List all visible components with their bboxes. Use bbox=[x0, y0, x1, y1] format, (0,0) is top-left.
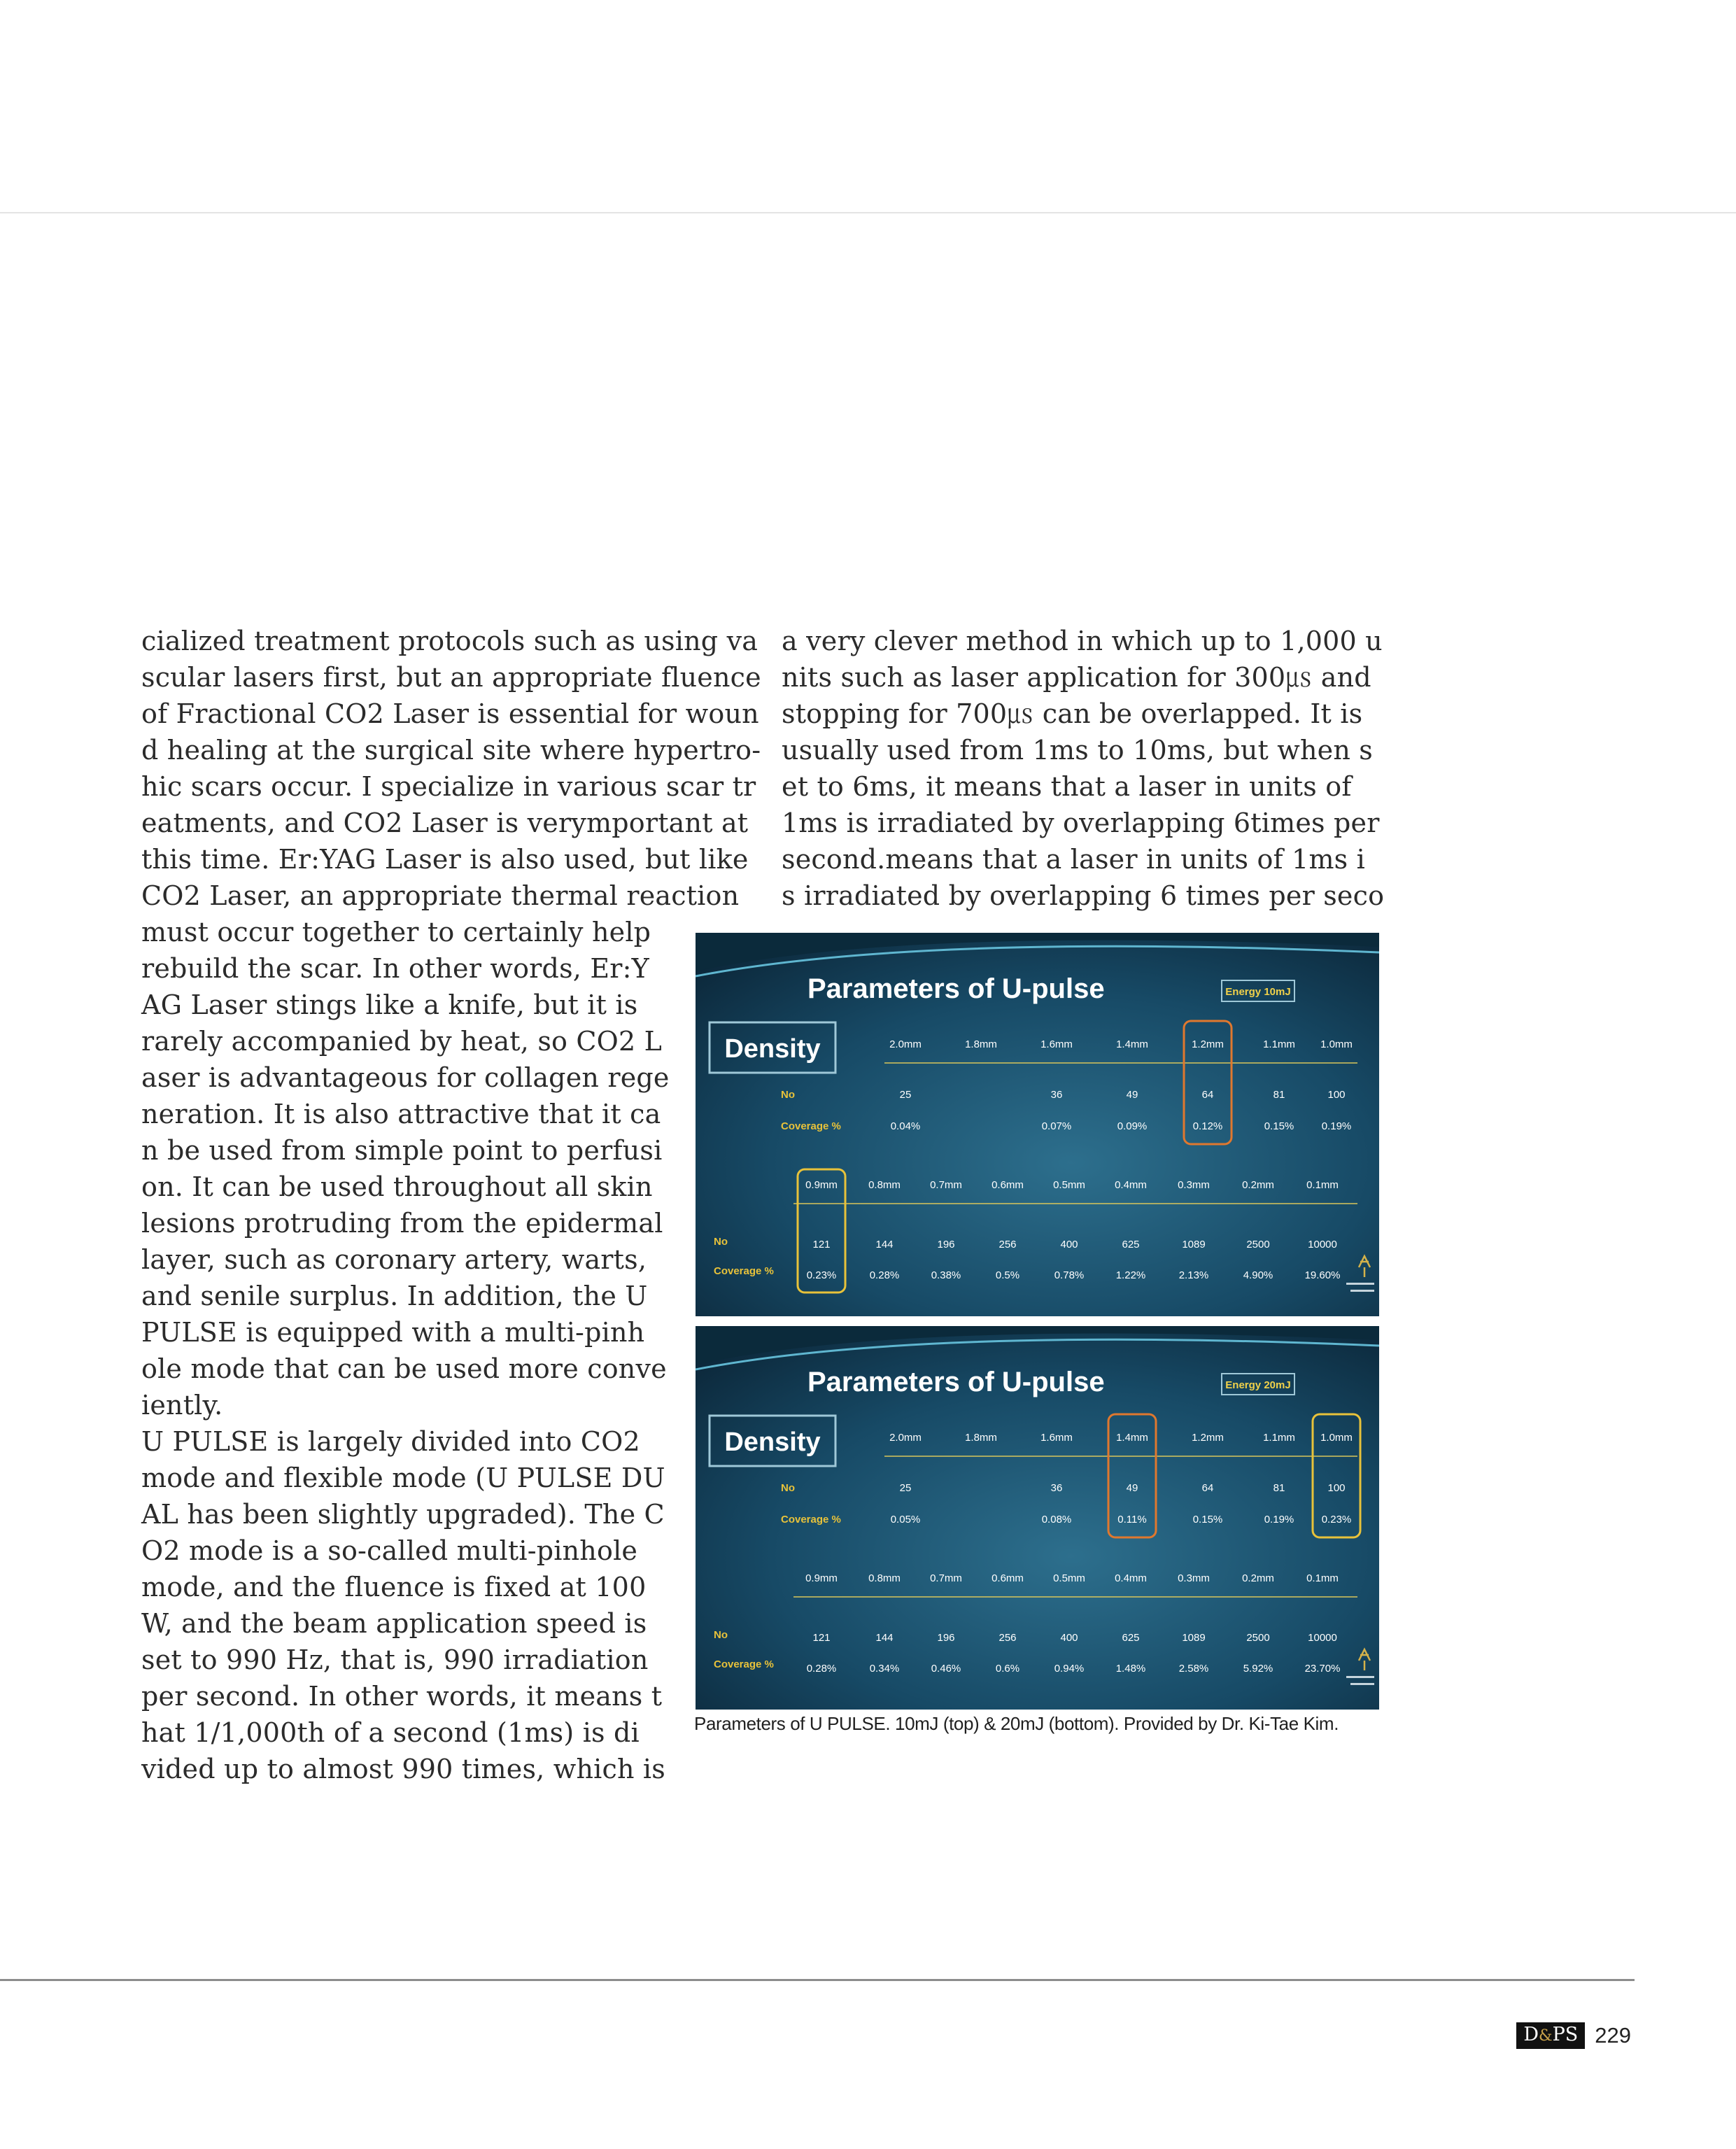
top-size-label: 1.0mm bbox=[1320, 1432, 1353, 1444]
bottom-size-label: 0.6mm bbox=[992, 1572, 1024, 1584]
bottom-size-label: 0.2mm bbox=[1242, 1179, 1274, 1191]
clinic-emblem-text-mark bbox=[1350, 1683, 1374, 1685]
top-size-label: 1.8mm bbox=[965, 1038, 997, 1050]
top-size-label: 1.4mm bbox=[1116, 1432, 1148, 1444]
top-size-label: 1.2mm bbox=[1192, 1038, 1224, 1050]
row-coverage-label: Coverage % bbox=[714, 1658, 774, 1670]
text-line: stopping for 700㎲ can be overlapped. It is bbox=[782, 698, 1363, 729]
logo-ps: PS bbox=[1552, 2024, 1579, 2045]
bottom-no-value: 625 bbox=[1122, 1632, 1140, 1644]
bottom-size-label: 0.1mm bbox=[1306, 1572, 1339, 1584]
bottom-no-value: 400 bbox=[1060, 1239, 1078, 1250]
top-no-value: 36 bbox=[1050, 1482, 1063, 1494]
bottom-coverage-value: 0.6% bbox=[995, 1663, 1020, 1675]
bottom-coverage-value: 0.28% bbox=[869, 1269, 900, 1281]
top-coverage-value: 0.19% bbox=[1321, 1120, 1352, 1132]
top-size-label: 2.0mm bbox=[889, 1038, 922, 1050]
text-line: AL has been slightly upgraded). The C bbox=[141, 1499, 665, 1530]
bottom-no-value: 121 bbox=[812, 1632, 831, 1644]
bottom-coverage-value: 4.90% bbox=[1243, 1269, 1273, 1281]
bottom-coverage-value: 0.94% bbox=[1054, 1663, 1085, 1675]
bottom-no-value: 144 bbox=[875, 1632, 894, 1644]
page-footer bbox=[1516, 2022, 1631, 2049]
bottom-coverage-value: 0.46% bbox=[931, 1663, 961, 1675]
top-coverage-value: 0.19% bbox=[1264, 1514, 1294, 1526]
top-no-value: 81 bbox=[1273, 1482, 1285, 1494]
bottom-no-value: 196 bbox=[937, 1239, 955, 1250]
clinic-emblem-text-mark bbox=[1346, 1676, 1374, 1678]
top-coverage-value: 0.05% bbox=[890, 1514, 921, 1526]
top-size-label: 1.1mm bbox=[1263, 1038, 1295, 1050]
text-line: usually used from 1ms to 10ms, but when s bbox=[782, 735, 1373, 766]
row-coverage-label: Coverage % bbox=[781, 1120, 841, 1132]
page-number: 229 bbox=[1595, 2023, 1631, 2048]
bottom-size-label: 0.4mm bbox=[1115, 1572, 1147, 1584]
bottom-no-value: 256 bbox=[998, 1632, 1017, 1644]
bottom-no-value: 256 bbox=[998, 1239, 1017, 1250]
journal-logo bbox=[1516, 2022, 1585, 2049]
text-line: second.means that a laser in units of 1ms i bbox=[782, 844, 1366, 875]
top-coverage-value: 0.07% bbox=[1041, 1120, 1072, 1132]
text-line: hat 1/1,000th of a second (1ms) is di bbox=[141, 1717, 640, 1748]
text-line: ole mode that can be used more conve bbox=[141, 1353, 667, 1384]
figure-energy-10mj bbox=[696, 933, 1379, 1316]
bottom-size-label: 0.5mm bbox=[1053, 1572, 1085, 1584]
top-size-label: 1.4mm bbox=[1116, 1038, 1148, 1050]
text-line: cialized treatment protocols such as using va bbox=[141, 626, 758, 656]
bottom-size-label: 0.8mm bbox=[868, 1572, 901, 1584]
top-size-label: 1.2mm bbox=[1192, 1432, 1224, 1444]
top-size-label: 1.6mm bbox=[1040, 1432, 1073, 1444]
row-no-label: No bbox=[781, 1089, 795, 1101]
text-line: and senile surplus. In addition, the U bbox=[141, 1281, 648, 1311]
text-line: a very clever method in which up to 1,000 u bbox=[782, 626, 1383, 656]
bottom-no-value: 196 bbox=[937, 1632, 955, 1644]
top-coverage-value: 0.12% bbox=[1192, 1120, 1223, 1132]
row-no-label: No bbox=[714, 1629, 728, 1641]
energy-label: Energy 10mJ bbox=[1225, 986, 1291, 998]
text-line: neration. It is also attractive that it ca bbox=[141, 1099, 661, 1129]
top-no-value: 49 bbox=[1126, 1482, 1138, 1494]
bottom-coverage-value: 0.28% bbox=[806, 1663, 837, 1675]
bottom-no-value: 2500 bbox=[1246, 1239, 1270, 1250]
bottom-coverage-value: 1.48% bbox=[1115, 1663, 1146, 1675]
bottom-no-value: 2500 bbox=[1246, 1632, 1270, 1644]
text-line: rebuild the scar. In other words, Er:Y bbox=[141, 953, 649, 984]
top-coverage-value: 0.15% bbox=[1192, 1514, 1223, 1526]
text-line: et to 6ms, it means that a laser in units of bbox=[782, 771, 1352, 802]
text-line: must occur together to certainly help bbox=[141, 917, 651, 947]
top-no-value: 36 bbox=[1050, 1089, 1063, 1101]
top-size-label: 1.1mm bbox=[1263, 1432, 1295, 1444]
density-label: Density bbox=[724, 1428, 821, 1457]
text-line: scular lasers first, but an appropriate fluence bbox=[141, 662, 761, 693]
bottom-size-label: 0.2mm bbox=[1242, 1572, 1274, 1584]
row-coverage-label: Coverage % bbox=[781, 1514, 841, 1526]
text-line: of Fractional CO2 Laser is essential for woun bbox=[141, 698, 759, 729]
text-line: 1ms is irradiated by overlapping 6times per bbox=[782, 808, 1380, 838]
bottom-no-value: 10000 bbox=[1308, 1239, 1337, 1250]
text-line: on. It can be used throughout all skin bbox=[141, 1171, 653, 1202]
top-no-value: 64 bbox=[1201, 1089, 1214, 1101]
text-line: O2 mode is a so-called multi-pinhole bbox=[141, 1535, 638, 1566]
bottom-coverage-value: 19.60% bbox=[1304, 1269, 1341, 1281]
text-line: nits such as laser application for 300㎲ and bbox=[782, 662, 1371, 693]
bottom-coverage-value: 0.23% bbox=[806, 1269, 837, 1281]
slide-title: Parameters of U-pulse bbox=[807, 973, 1105, 1004]
bottom-coverage-value: 0.5% bbox=[995, 1269, 1020, 1281]
text-line: per second. In other words, it means t bbox=[141, 1681, 663, 1712]
text-line: set to 990 Hz, that is, 990 irradiation bbox=[141, 1644, 649, 1675]
bottom-coverage-value: 2.13% bbox=[1178, 1269, 1209, 1281]
text-line: vided up to almost 990 times, which is bbox=[141, 1754, 665, 1784]
bottom-no-value: 1089 bbox=[1182, 1239, 1206, 1250]
energy-label: Energy 20mJ bbox=[1225, 1379, 1291, 1391]
text-line: n be used from simple point to perfusi bbox=[141, 1135, 663, 1166]
bottom-size-label: 0.9mm bbox=[805, 1179, 838, 1191]
bottom-no-value: 1089 bbox=[1182, 1632, 1206, 1644]
clinic-emblem-text-mark bbox=[1346, 1283, 1374, 1285]
slide-title: Parameters of U-pulse bbox=[807, 1367, 1105, 1397]
text-line: mode and flexible mode (U PULSE DU bbox=[141, 1463, 665, 1493]
row-no-label: No bbox=[714, 1236, 728, 1248]
bottom-no-value: 121 bbox=[812, 1239, 831, 1250]
text-line: s irradiated by overlapping 6 times per seco bbox=[782, 880, 1385, 911]
logo-d: D bbox=[1523, 2024, 1539, 2045]
text-line: CO2 Laser, an appropriate thermal reaction bbox=[141, 880, 740, 911]
text-line: eatments, and CO2 Laser is verymportant at bbox=[141, 808, 749, 838]
text-line: mode, and the fluence is fixed at 100 bbox=[141, 1572, 647, 1602]
text-line: U PULSE is largely divided into CO2 bbox=[141, 1426, 640, 1457]
top-coverage-value: 0.23% bbox=[1321, 1514, 1352, 1526]
bottom-size-label: 0.7mm bbox=[930, 1572, 962, 1584]
top-coverage-value: 0.09% bbox=[1117, 1120, 1148, 1132]
text-line: lesions protruding from the epidermal bbox=[141, 1208, 663, 1239]
clinic-emblem-text-mark bbox=[1350, 1290, 1374, 1292]
top-no-value: 25 bbox=[899, 1482, 912, 1494]
bottom-size-label: 0.8mm bbox=[868, 1179, 901, 1191]
top-coverage-value: 0.08% bbox=[1041, 1514, 1072, 1526]
bottom-rule bbox=[0, 1979, 1635, 1981]
figure-energy-20mj bbox=[696, 1326, 1379, 1710]
top-no-value: 64 bbox=[1201, 1482, 1214, 1494]
top-no-value: 49 bbox=[1126, 1089, 1138, 1101]
text-line: iently. bbox=[141, 1390, 223, 1421]
density-label: Density bbox=[724, 1034, 821, 1064]
bottom-size-label: 0.9mm bbox=[805, 1572, 838, 1584]
bottom-coverage-value: 2.58% bbox=[1178, 1663, 1209, 1675]
top-coverage-value: 0.15% bbox=[1264, 1120, 1294, 1132]
text-line: d healing at the surgical site where hypertro- bbox=[141, 735, 761, 766]
text-line: layer, such as coronary artery, warts, bbox=[141, 1244, 647, 1275]
bottom-coverage-value: 0.38% bbox=[931, 1269, 961, 1281]
text-line: hic scars occur. I specialize in various scar tr bbox=[141, 771, 756, 802]
top-size-label: 1.0mm bbox=[1320, 1038, 1353, 1050]
text-line: this time. Er:YAG Laser is also used, but like bbox=[141, 844, 749, 875]
bottom-coverage-value: 0.78% bbox=[1054, 1269, 1085, 1281]
top-no-value: 81 bbox=[1273, 1089, 1285, 1101]
bottom-no-value: 10000 bbox=[1308, 1632, 1337, 1644]
bottom-no-value: 625 bbox=[1122, 1239, 1140, 1250]
right-text-column bbox=[782, 623, 1397, 914]
text-line: W, and the beam application speed is bbox=[141, 1608, 647, 1639]
bottom-no-value: 400 bbox=[1060, 1632, 1078, 1644]
figure-caption: Parameters of U PULSE. 10mJ (top) & 20mJ (bottom). Provided by Dr. Ki-Tae Kim. bbox=[694, 1713, 1339, 1734]
top-size-label: 2.0mm bbox=[889, 1432, 922, 1444]
top-size-label: 1.8mm bbox=[965, 1432, 997, 1444]
logo-amp: & bbox=[1539, 2027, 1553, 2045]
bottom-coverage-value: 23.70% bbox=[1304, 1663, 1341, 1675]
bottom-size-label: 0.3mm bbox=[1178, 1572, 1210, 1584]
bottom-coverage-value: 0.34% bbox=[869, 1663, 900, 1675]
top-rule bbox=[0, 212, 1736, 213]
text-line: PULSE is equipped with a multi-pinh bbox=[141, 1317, 645, 1348]
top-no-value: 25 bbox=[899, 1089, 912, 1101]
row-coverage-label: Coverage % bbox=[714, 1265, 774, 1277]
top-coverage-value: 0.11% bbox=[1117, 1514, 1147, 1526]
bottom-coverage-value: 1.22% bbox=[1115, 1269, 1146, 1281]
text-line: AG Laser stings like a knife, but it is bbox=[141, 989, 638, 1020]
text-line: rarely accompanied by heat, so CO2 L bbox=[141, 1026, 663, 1057]
bottom-size-label: 0.3mm bbox=[1178, 1179, 1210, 1191]
top-no-value: 100 bbox=[1327, 1089, 1346, 1101]
left-text-column bbox=[141, 623, 761, 1787]
top-no-value: 100 bbox=[1327, 1482, 1346, 1494]
top-coverage-value: 0.04% bbox=[890, 1120, 921, 1132]
bottom-size-label: 0.7mm bbox=[930, 1179, 962, 1191]
bottom-size-label: 0.4mm bbox=[1115, 1179, 1147, 1191]
text-line: aser is advantageous for collagen rege bbox=[141, 1062, 670, 1093]
bottom-no-value: 144 bbox=[875, 1239, 894, 1250]
bottom-coverage-value: 5.92% bbox=[1243, 1663, 1273, 1675]
row-no-label: No bbox=[781, 1482, 795, 1494]
bottom-size-label: 0.5mm bbox=[1053, 1179, 1085, 1191]
top-size-label: 1.6mm bbox=[1040, 1038, 1073, 1050]
bottom-size-label: 0.6mm bbox=[992, 1179, 1024, 1191]
bottom-size-label: 0.1mm bbox=[1306, 1179, 1339, 1191]
